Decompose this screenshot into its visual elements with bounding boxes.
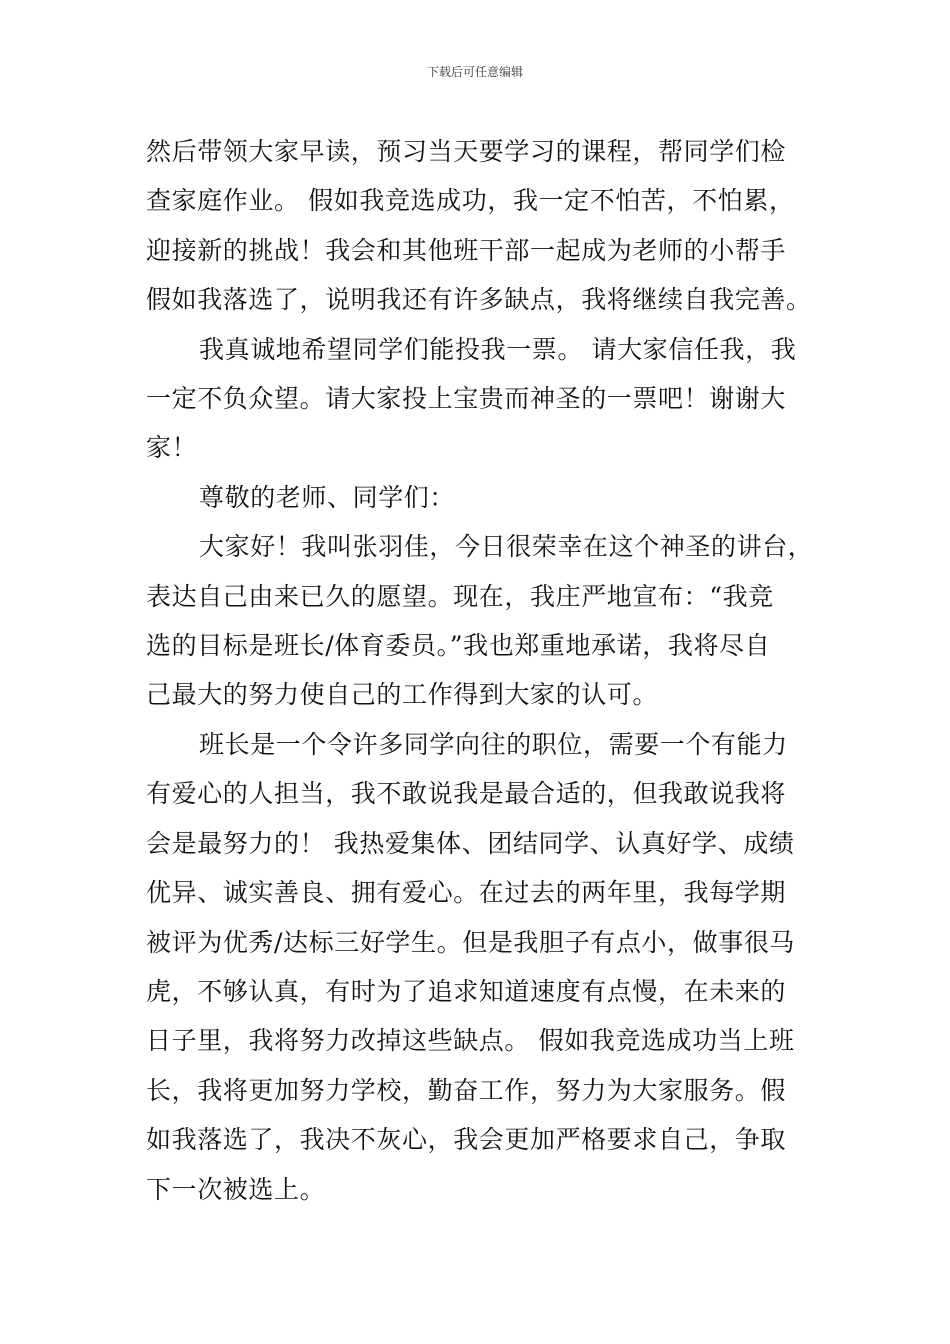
text-line: 选的目标是班长/体育委员。”我也郑重地承诺，我将尽自 (146, 631, 771, 661)
text-line: 然后带领大家早读，预习当天要学习的课程，帮同学们检 (146, 137, 787, 166)
paragraph-first-line: 大家好！我叫张羽佳，今日很荣幸在这个神圣的讲台， (199, 532, 814, 562)
text-line: 家！ (146, 433, 198, 463)
text-line: 虎，不够认真，有时为了追求知道速度有点慢，在未来的 (146, 976, 787, 1006)
text-line: 日子里，我将努力改掉这些缺点。 假如我竞选成功当上班 (146, 1026, 795, 1056)
paragraph-first-line: 班长是一个令许多同学向往的职位，需要一个有能力 (199, 729, 788, 759)
text-line: 会是最努力的！ 我热爱集体、团结同学、认真好学、成绩 (146, 828, 795, 858)
paragraph-first-line: 我真诚地希望同学们能投我一票。 请大家信任我，我 (199, 334, 797, 364)
text-line: 己最大的努力使自己的工作得到大家的认可。 (146, 680, 659, 710)
text-line: 有爱心的人担当，我不敢说我是最合适的，但我敢说我将 (146, 779, 787, 809)
text-line: 下一次被选上。 (146, 1174, 326, 1204)
text-line: 表达自己由来已久的愿望。现在，我庄严地宣布：“我竞 (146, 581, 774, 611)
text-line: 一定不负众望。请大家投上宝贵而神圣的一票吧！谢谢大 (146, 384, 787, 414)
text-line: 迎接新的挑战！我会和其他班干部一起成为老师的小帮手 (146, 235, 787, 265)
text-line: 假如我落选了，说明我还有许多缺点，我将继续自我完善。 (146, 285, 812, 315)
salutation: 尊敬的老师、同学们： (199, 482, 456, 512)
page-header: 下载后可任意编辑 (426, 65, 523, 79)
document-body (146, 127, 816, 1214)
text-line: 被评为优秀/达标三好学生。但是我胆子有点小，做事很马 (146, 927, 796, 957)
text-line: 如我落选了，我决不灰心，我会更加严格要求自己，争取 (146, 1125, 787, 1155)
text-line: 优异、诚实善良、拥有爱心。在过去的两年里，我每学期 (146, 878, 787, 908)
text-line: 长，我将更加努力学校，勤奋工作，努力为大家服务。假 (146, 1075, 787, 1105)
text-line: 查家庭作业。 假如我竞选成功，我一定不怕苦，不怕累， (146, 186, 795, 216)
